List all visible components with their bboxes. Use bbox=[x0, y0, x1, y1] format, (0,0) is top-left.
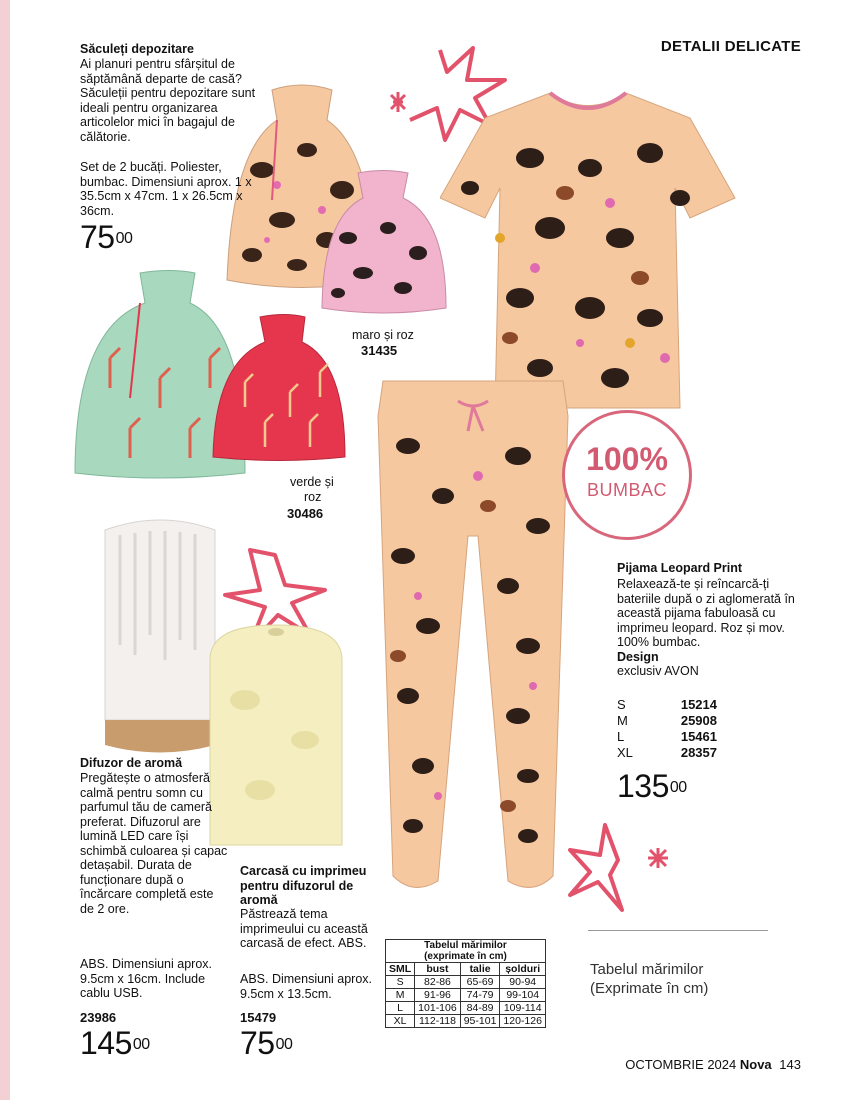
case-price-main: 75 bbox=[240, 1025, 275, 1061]
bags-spec: Set de 2 bucăți. Poliester, bumbac. Dimensiuni aprox. 1 x 35.5cm x 47cm. 1 x 26.5cm x 36cm. bbox=[80, 160, 252, 218]
case-spec: ABS. Dimensiuni aprox. 9.5cm x 13.5cm. bbox=[240, 972, 373, 1001]
bags-price-main: 75 bbox=[80, 219, 115, 255]
bags-variant1-label: maro și roz bbox=[352, 328, 414, 342]
footer-month: OCTOMBRIE 2024 bbox=[625, 1057, 737, 1072]
pajama-price-cents: 00 bbox=[669, 779, 687, 796]
diffuser-code: 23986 bbox=[80, 1010, 117, 1025]
divider bbox=[588, 930, 768, 931]
size-row: M 25908 bbox=[617, 713, 717, 728]
diffuser-price-cents: 00 bbox=[132, 1036, 150, 1053]
case-description: Păstrează tema imprimeului cu această carcasă de efect. ABS. bbox=[240, 907, 368, 950]
case-price-cents: 00 bbox=[275, 1036, 293, 1053]
table-row: S 82-86 65-69 90-94 bbox=[386, 976, 546, 989]
pajama-price-main: 135 bbox=[617, 768, 669, 804]
bags-title: Săculeți depozitare bbox=[80, 42, 194, 56]
page-footer bbox=[625, 1057, 801, 1072]
pajama-title: Pijama Leopard Print bbox=[617, 561, 743, 575]
giraffe-bag-red-image bbox=[210, 312, 348, 464]
diffuser-price-main: 145 bbox=[80, 1025, 132, 1061]
diffuser-spec: ABS. Dimensiuni aprox. 9.5cm x 16cm. Include cablu USB. bbox=[80, 957, 213, 1000]
cotton-badge-label: BUMBAC bbox=[586, 480, 667, 500]
size-chart-label: Tabelul mărimilor (Exprimate în cm) bbox=[590, 961, 709, 997]
diffuser-title: Difuzor de aromă bbox=[80, 756, 183, 770]
section-title: DETALII DELICATE bbox=[660, 38, 801, 55]
pajama-size-codes bbox=[617, 697, 717, 761]
pajama-design-line1: Design bbox=[617, 649, 659, 664]
pajama-description: Relaxează-te și reîncarcă-ți bateriile după o zi aglomerată în această pijama fabuloasă cu imprimeu leopard. Roz și mov. 100% bumbac. bbox=[617, 577, 795, 649]
size-row: S 15214 bbox=[617, 697, 717, 712]
bags-variant2-code: 30486 bbox=[287, 506, 324, 521]
size-table-header: SML bust talie șolduri bbox=[386, 963, 546, 976]
size-row: L 15461 bbox=[617, 729, 717, 744]
table-row: XL 112-118 95-101 120-126 bbox=[386, 1015, 546, 1028]
footer-brand: Nova bbox=[739, 1057, 772, 1072]
bags-price bbox=[80, 221, 132, 253]
bags-variant2-label-line1: verde și bbox=[290, 475, 334, 489]
diffuser-description: Pregătește o atmosferă calmă pentru somn cu parfumul tău de cameră preferat. Difuzorul are lumină LED care își schimbă culoarea și capac detașabil. Durata de funcționare după o încărcare completă este de 2 ore. bbox=[80, 771, 228, 916]
size-table-caption: Tabelul mărimilor (exprimate în cm) bbox=[385, 939, 546, 962]
pajama-top-image bbox=[440, 88, 736, 410]
page-edge-strip bbox=[0, 0, 10, 1100]
size-row: XL 28357 bbox=[617, 745, 717, 760]
case-title: Carcasă cu imprimeu pentru difuzorul de aromă bbox=[240, 864, 367, 907]
pajama-pants-image bbox=[368, 376, 578, 900]
page-number: 143 bbox=[779, 1057, 801, 1072]
case-code: 15479 bbox=[240, 1010, 277, 1025]
table-row: L 101-106 84-89 109-114 bbox=[386, 1002, 546, 1015]
table-row: M 91-96 74-79 99-104 bbox=[386, 989, 546, 1002]
cotton-badge-percent: 100% bbox=[586, 441, 668, 477]
cotton-badge bbox=[562, 410, 692, 540]
size-table bbox=[385, 939, 546, 1028]
bags-description: Ai planuri pentru sfârșitul de săptămână departe de casă? Săculeții pentru depozitare sunt ideali pentru organizarea articolelor mici în bagajul de călătorie. bbox=[80, 57, 256, 144]
pajama-design-line2: exclusiv AVON bbox=[617, 664, 699, 678]
case-price bbox=[240, 1027, 292, 1059]
bags-price-cents: 00 bbox=[115, 230, 133, 247]
leopard-bag-pink-image bbox=[318, 168, 450, 320]
diffuser-price bbox=[80, 1027, 150, 1059]
bags-variant2-label-line2: roz bbox=[304, 490, 322, 504]
pajama-description-block bbox=[617, 577, 795, 679]
pajama-price bbox=[617, 770, 687, 802]
bags-variant1-code: 31435 bbox=[361, 343, 398, 358]
